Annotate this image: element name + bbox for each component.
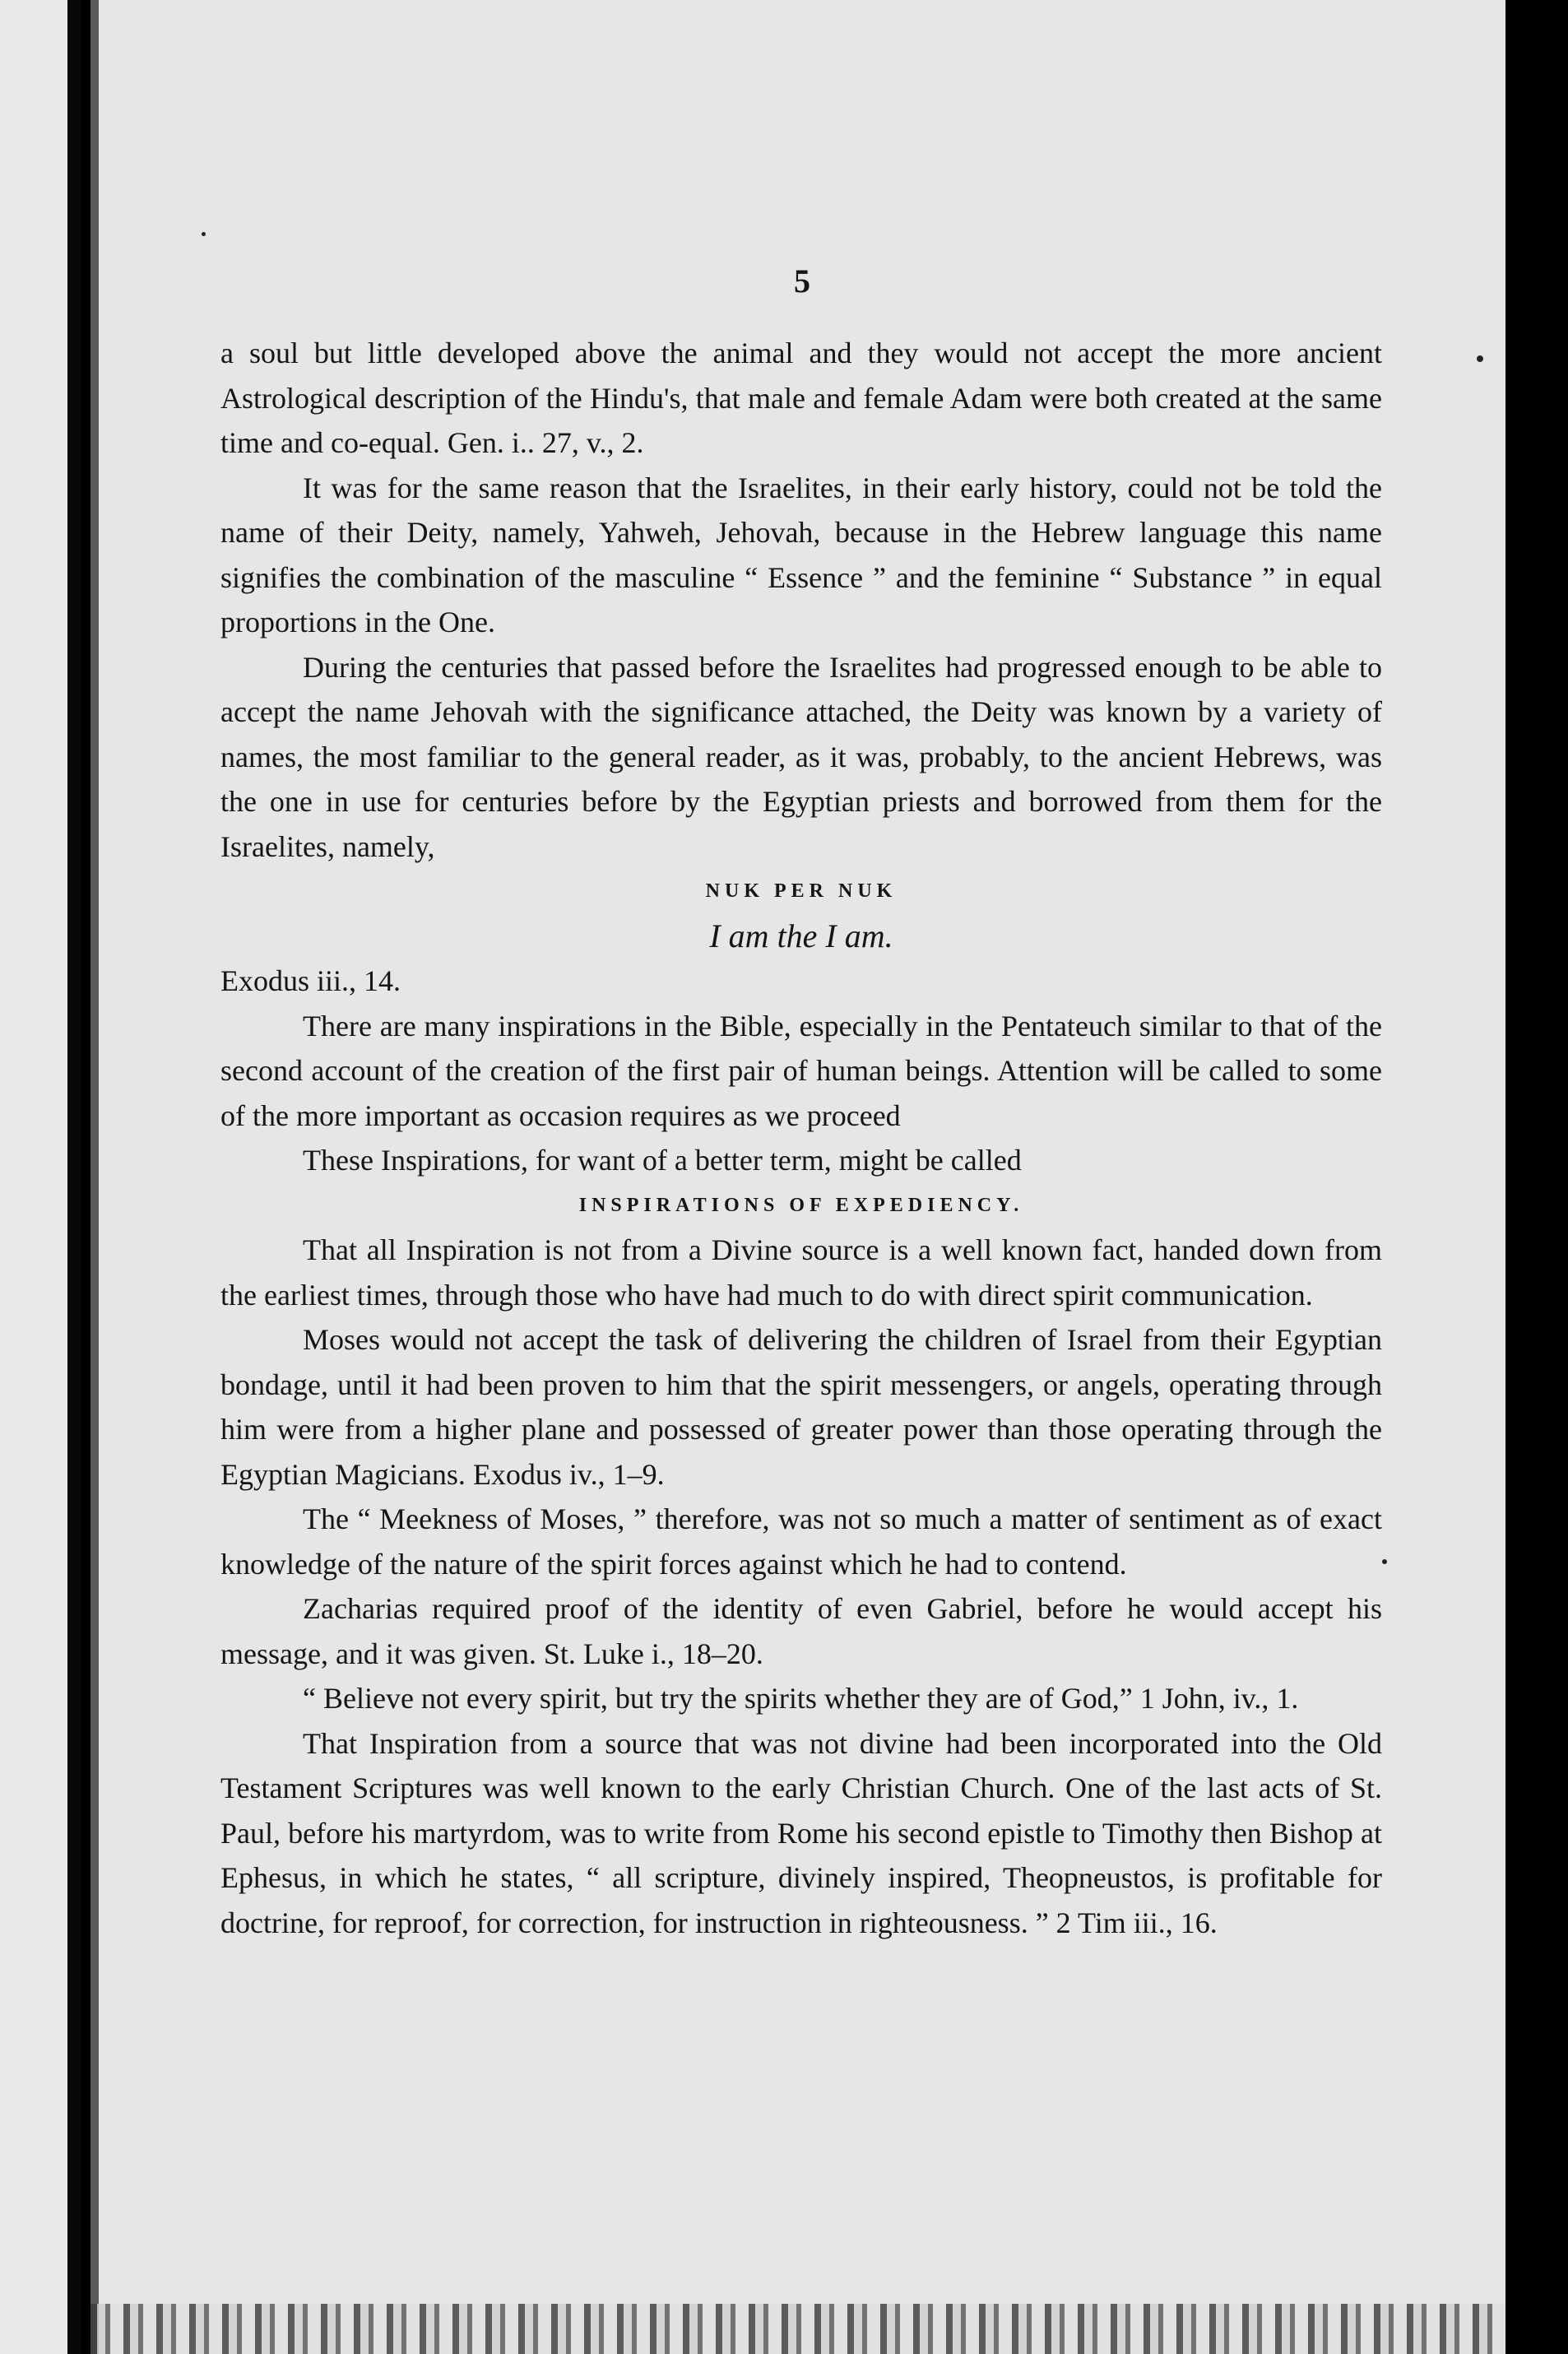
page-bottom-edge [90,2304,1505,2354]
paragraph-3: During the centuries that passed before the Israelites had progressed enough to be able to accept the name Jehovah with the significance attached, the Deity was known by a variety of names, the most familiar to the general reader, as it was, probably, to the ancient Hebrews, was the one in use for centuries before by the Egyptian priests and borrowed from them for the Israelites, namely, [220,650,1382,863]
heading-inspirations: INSPIRATIONS OF EXPEDIENCY. [578,1194,1024,1216]
ink-speck [1477,355,1483,362]
paragraph-9: Zacharias required proof of the identity of even Gabriel, before he would accept his message, and it was given. St. Luke i., 18–20. [220,1592,1382,1670]
paragraph-8: The “ Meekness of Moses, ” therefore, was not so much a matter of sentiment as of exact knowledge of the nature of the spirit forces against which he had to contend. [220,1502,1382,1581]
paragraph-2: It was for the same reason that the Israelites, in their early history, could not be told the name of their Deity, namely, Yahweh, Jehovah, because in the Hebrew language this name signifies the combination of the masculine “ Essence ” and the feminine “ Substance ” in equal proportions in the One. [220,471,1382,638]
citation-exodus: Exodus iii., 14. [220,964,401,997]
paragraph-4: There are many inspirations in the Bible, especially in the Pentateuch similar to that of the second account of the creation of the first pair of human beings. Attention will be called to some of the more important as occasion requires as we proceed [220,1009,1382,1132]
motto-i-am: I am the I am. [709,917,893,954]
heading-nuk-per-nuk: NUK PER NUK [705,880,898,902]
body-text [220,331,1382,1945]
ink-speck [202,232,206,236]
paragraph-11: That Inspiration from a source that was not divine had been incorporated into the Old Testament Scriptures was well known to the early Christian Church. One of the last acts of St. Paul, before his martyrdom, was to write from Rome his second epistle to Timothy then Bishop at Ephesus, in which he states, “ all scripture, divinely inspired, Theopneustos, is profitable for doctrine, for reproof, for correction, for instruction in righteousness. ” 2 Tim iii., 16. [220,1726,1382,1939]
adjacent-page-strip [0,0,67,2354]
ink-speck [1382,1559,1387,1564]
paragraph-7: Moses would not accept the task of delivering the children of Israel from their Egyptian bondage, until it had been proven to him that the spirit messengers, or angels, operating through him were from a higher plane and possessed of greater power than those operating through the Egyptian Magicians. Exodus iv., 1–9. [220,1323,1382,1491]
paragraph-5: These Inspirations, for want of a better term, might be called [303,1144,1022,1177]
paragraph-10: “ Believe not every spirit, but try the spirits whether they are of God,” 1 John, iv., 1. [303,1682,1299,1715]
paragraph-6: That all Inspiration is not from a Divine source is a well known fact, handed down from the earliest times, through those who have had much to do with direct spirit communication. [220,1233,1382,1312]
gutter-shadow [67,0,81,2354]
page-number: 5 [794,262,810,299]
paragraph-1: a soul but little developed above the animal and they would not accept the more ancient Astrological description of the Hindu's, that male and female Adam were both created at the same time and co-equal. Gen. i.. 27, v., 2. [220,337,1382,459]
